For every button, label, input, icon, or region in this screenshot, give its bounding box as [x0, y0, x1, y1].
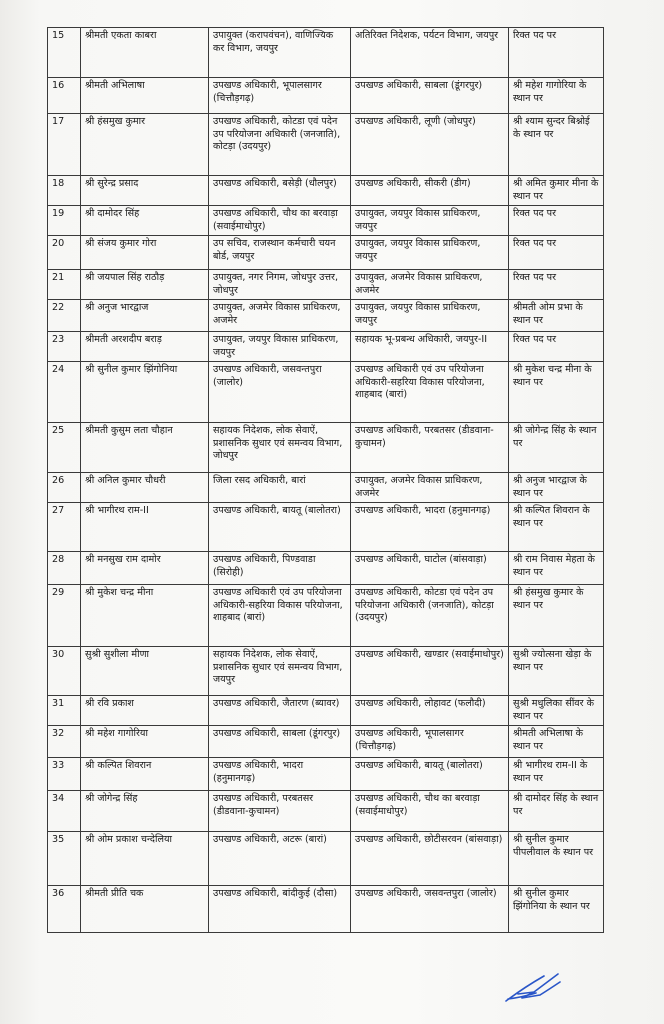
remark-cell: श्री सुनील कुमार पीपलीवाल के स्थान पर: [509, 832, 604, 886]
current-posting-cell: उपखण्ड अधिकारी, भादरा (हनुमानगढ़): [209, 758, 351, 791]
new-posting-cell: उपखण्ड अधिकारी, भादरा (हनुमानगढ़): [351, 503, 509, 552]
table-row: [48, 423, 604, 473]
serial-number-cell: 21: [48, 270, 81, 300]
remark-cell: सुश्री ज्योत्सना खेड़ा के स्थान पर: [509, 647, 604, 696]
serial-number-cell: 23: [48, 332, 81, 362]
table-row: [48, 832, 604, 886]
new-posting-cell: अतिरिक्त निदेशक, पर्यटन विभाग, जयपुर: [351, 28, 509, 78]
new-posting-cell: उपायुक्त, जयपुर विकास प्राधिकरण, जयपुर: [351, 206, 509, 236]
current-posting-cell: उपखण्ड अधिकारी, पिण्डवाडा (सिरोही): [209, 552, 351, 585]
officer-name-cell: श्री रवि प्रकाश: [81, 696, 209, 726]
table-row: [48, 886, 604, 933]
officer-name-cell: श्री अनिल कुमार चौधरी: [81, 473, 209, 503]
current-posting-cell: सहायक निदेशक, लोक सेवाऐं, प्रशासनिक सुधार एवं समन्वय विभाग, जोधपुर: [209, 423, 351, 473]
remark-cell: रिक्त पद पर: [509, 206, 604, 236]
serial-number-cell: 25: [48, 423, 81, 473]
current-posting-cell: उपखण्ड अधिकारी, अटरू (बारां): [209, 832, 351, 886]
serial-number-cell: 19: [48, 206, 81, 236]
serial-number-cell: 33: [48, 758, 81, 791]
remark-cell: रिक्त पद पर: [509, 332, 604, 362]
table-row: [48, 503, 604, 552]
table-row: [48, 758, 604, 791]
remark-cell: श्री दामोदर सिंह के स्थान पर: [509, 791, 604, 832]
table-row: [48, 176, 604, 206]
remark-cell: श्री श्याम सुन्दर बिश्नोई के स्थान पर: [509, 114, 604, 176]
serial-number-cell: 17: [48, 114, 81, 176]
current-posting-cell: उपायुक्त, जयपुर विकास प्राधिकरण, जयपुर: [209, 332, 351, 362]
serial-number-cell: 24: [48, 362, 81, 423]
serial-number-cell: 30: [48, 647, 81, 696]
new-posting-cell: उपखण्ड अधिकारी, बायतू (बालोतरा): [351, 758, 509, 791]
remark-cell: श्री सुनील कुमार झिंगोनिया के स्थान पर: [509, 886, 604, 933]
remark-cell: श्री अनुज भारद्वाज के स्थान पर: [509, 473, 604, 503]
remark-cell: श्री कल्पित शिवरान के स्थान पर: [509, 503, 604, 552]
new-posting-cell: उपखण्ड अधिकारी, लोहावट (फलौदी): [351, 696, 509, 726]
table-row: [48, 206, 604, 236]
officer-name-cell: श्री महेश गागोरिया: [81, 726, 209, 758]
officer-name-cell: श्री जयपाल सिंह राठौड़: [81, 270, 209, 300]
table-row: [48, 78, 604, 114]
officer-name-cell: श्रीमती प्रीति चक: [81, 886, 209, 933]
current-posting-cell: उपखण्ड अधिकारी, भूपालसागर (चित्तौड़गढ़): [209, 78, 351, 114]
signature-stroke: [506, 974, 560, 1001]
officer-name-cell: श्री दामोदर सिंह: [81, 206, 209, 236]
table-row: [48, 647, 604, 696]
officer-name-cell: श्री कल्पित शिवरान: [81, 758, 209, 791]
new-posting-cell: उपायुक्त, अजमेर विकास प्राधिकरण, अजमेर: [351, 270, 509, 300]
current-posting-cell: उपायुक्त, अजमेर विकास प्राधिकरण, अजमेर: [209, 300, 351, 332]
remark-cell: श्रीमती ओम प्रभा के स्थान पर: [509, 300, 604, 332]
current-posting-cell: उपखण्ड अधिकारी, चौथ का बरवाड़ा (सवाईमाधोपुर): [209, 206, 351, 236]
serial-number-cell: 16: [48, 78, 81, 114]
officer-name-cell: श्री मनसुख राम दामोर: [81, 552, 209, 585]
current-posting-cell: उपखण्ड अधिकारी, बांदीकुई (दौसा): [209, 886, 351, 933]
signature-scribble: [500, 968, 564, 1004]
remark-cell: श्री जोगेन्द्र सिंह के स्थान पर: [509, 423, 604, 473]
table-row: [48, 270, 604, 300]
officer-name-cell: श्री संजय कुमार गोरा: [81, 236, 209, 270]
new-posting-cell: उपखण्ड अधिकारी, सीकरी (डीग): [351, 176, 509, 206]
table-row: [48, 552, 604, 585]
serial-number-cell: 26: [48, 473, 81, 503]
new-posting-cell: उपखण्ड अधिकारी, जसवन्तपुरा (जालोर): [351, 886, 509, 933]
table-row: [48, 236, 604, 270]
serial-number-cell: 27: [48, 503, 81, 552]
officer-name-cell: श्री हंसमुख कुमार: [81, 114, 209, 176]
serial-number-cell: 34: [48, 791, 81, 832]
current-posting-cell: जिला रसद अधिकारी, बारां: [209, 473, 351, 503]
current-posting-cell: उपखण्ड अधिकारी, जसवन्तपुरा (जालोर): [209, 362, 351, 423]
table-row: [48, 585, 604, 647]
officer-name-cell: श्रीमती अरशदीप बराड़: [81, 332, 209, 362]
new-posting-cell: उपखण्ड अधिकारी, चौथ का बरवाड़ा (सवाईमाधोपुर): [351, 791, 509, 832]
new-posting-cell: उपायुक्त, जयपुर विकास प्राधिकरण, जयपुर: [351, 236, 509, 270]
current-posting-cell: उपखण्ड अधिकारी, साबला (डूंगरपुर): [209, 726, 351, 758]
officer-name-cell: श्री सुरेन्द्र प्रसाद: [81, 176, 209, 206]
transfer-table-body: [48, 28, 604, 933]
current-posting-cell: उपखण्ड अधिकारी, बायतू (बालोतरा): [209, 503, 351, 552]
current-posting-cell: उपखण्ड अधिकारी, कोटडा एवं पदेन उप परियोजना अधिकारी (जनजाति), कोटड़ा (उदयपुर): [209, 114, 351, 176]
officer-name-cell: सुश्री सुशीला मीणा: [81, 647, 209, 696]
remark-cell: सुश्री मधुलिका सींवर के स्थान पर: [509, 696, 604, 726]
current-posting-cell: उपायुक्त, नगर निगम, जोधपुर उत्तर, जोधपुर: [209, 270, 351, 300]
remark-cell: श्री भागीरथ राम-II के स्थान पर: [509, 758, 604, 791]
current-posting-cell: उपायुक्त (करापवंचन), वाणिज्यिक कर विभाग, जयपुर: [209, 28, 351, 78]
new-posting-cell: उपायुक्त, जयपुर विकास प्राधिकरण, जयपुर: [351, 300, 509, 332]
current-posting-cell: उपखण्ड अधिकारी, परबतसर (डीडवाना-कुचामन): [209, 791, 351, 832]
serial-number-cell: 35: [48, 832, 81, 886]
serial-number-cell: 15: [48, 28, 81, 78]
serial-number-cell: 36: [48, 886, 81, 933]
new-posting-cell: उपखण्ड अधिकारी, साबला (डूंगरपुर): [351, 78, 509, 114]
officer-name-cell: श्री ओम प्रकाश चन्देलिया: [81, 832, 209, 886]
remark-cell: श्रीमती अभिलाषा के स्थान पर: [509, 726, 604, 758]
remark-cell: रिक्त पद पर: [509, 236, 604, 270]
serial-number-cell: 29: [48, 585, 81, 647]
officer-name-cell: श्री भागीरथ राम-II: [81, 503, 209, 552]
officer-name-cell: श्रीमती अभिलाषा: [81, 78, 209, 114]
officer-name-cell: श्रीमती एकता काबरा: [81, 28, 209, 78]
serial-number-cell: 20: [48, 236, 81, 270]
new-posting-cell: उपखण्ड अधिकारी, घाटोल (बांसवाड़ा): [351, 552, 509, 585]
table-row: [48, 300, 604, 332]
new-posting-cell: उपखण्ड अधिकारी, भूपालसागर (चित्तौड़गढ़): [351, 726, 509, 758]
table-row: [48, 726, 604, 758]
remark-cell: श्री हंसमुख कुमार के स्थान पर: [509, 585, 604, 647]
remark-cell: श्री मुकेश चन्द्र मीना के स्थान पर: [509, 362, 604, 423]
new-posting-cell: उपायुक्त, अजमेर विकास प्राधिकरण, अजमेर: [351, 473, 509, 503]
remark-cell: श्री महेश गागोरिया के स्थान पर: [509, 78, 604, 114]
new-posting-cell: उपखण्ड अधिकारी, छोटीसरवन (बांसवाड़ा): [351, 832, 509, 886]
new-posting-cell: उपखण्ड अधिकारी एवं उप परियोजना अधिकारी-सहरिया विकास परियोजना, शाहबाद (बारां): [351, 362, 509, 423]
current-posting-cell: उपखण्ड अधिकारी, जैतारण (ब्यावर): [209, 696, 351, 726]
current-posting-cell: उप सचिव, राजस्थान कर्मचारी चयन बोर्ड, जयपुर: [209, 236, 351, 270]
current-posting-cell: उपखण्ड अधिकारी, बसेड़ी (धौलपुर): [209, 176, 351, 206]
officer-name-cell: श्री सुनील कुमार झिंगोनिया: [81, 362, 209, 423]
transfer-table: [47, 27, 604, 933]
serial-number-cell: 22: [48, 300, 81, 332]
officer-name-cell: श्री मुकेश चन्द्र मीना: [81, 585, 209, 647]
new-posting-cell: उपखण्ड अधिकारी, लूणी (जोधपुर): [351, 114, 509, 176]
serial-number-cell: 32: [48, 726, 81, 758]
table-row: [48, 332, 604, 362]
table-row: [48, 114, 604, 176]
new-posting-cell: उपखण्ड अधिकारी, परबतसर (डीडवाना-कुचामन): [351, 423, 509, 473]
officer-name-cell: श्री अनुज भारद्वाज: [81, 300, 209, 332]
new-posting-cell: उपखण्ड अधिकारी, कोटडा एवं पदेन उप परियोजना अधिकारी (जनजाति), कोटड़ा (उदयपुर): [351, 585, 509, 647]
remark-cell: रिक्त पद पर: [509, 270, 604, 300]
table-row: [48, 362, 604, 423]
remark-cell: श्री अमित कुमार मीना के स्थान पर: [509, 176, 604, 206]
serial-number-cell: 28: [48, 552, 81, 585]
table-row: [48, 473, 604, 503]
remark-cell: श्री राम निवास मेहता के स्थान पर: [509, 552, 604, 585]
table-row: [48, 28, 604, 78]
remark-cell: रिक्त पद पर: [509, 28, 604, 78]
officer-name-cell: श्री जोगेन्द्र सिंह: [81, 791, 209, 832]
current-posting-cell: सहायक निदेशक, लोक सेवाऐं, प्रशासनिक सुधार एवं समन्वय विभाग, जयपुर: [209, 647, 351, 696]
serial-number-cell: 31: [48, 696, 81, 726]
current-posting-cell: उपखण्ड अधिकारी एवं उप परियोजना अधिकारी-सहरिया विकास परियोजना, शाहबाद (बारां): [209, 585, 351, 647]
new-posting-cell: उपखण्ड अधिकारी, खण्डार (सवाईमाधोपुर): [351, 647, 509, 696]
table-row: [48, 696, 604, 726]
serial-number-cell: 18: [48, 176, 81, 206]
new-posting-cell: सहायक भू-प्रबन्ध अधिकारी, जयपुर-II: [351, 332, 509, 362]
table-row: [48, 791, 604, 832]
officer-name-cell: श्रीमती कुसुम लता चौहान: [81, 423, 209, 473]
